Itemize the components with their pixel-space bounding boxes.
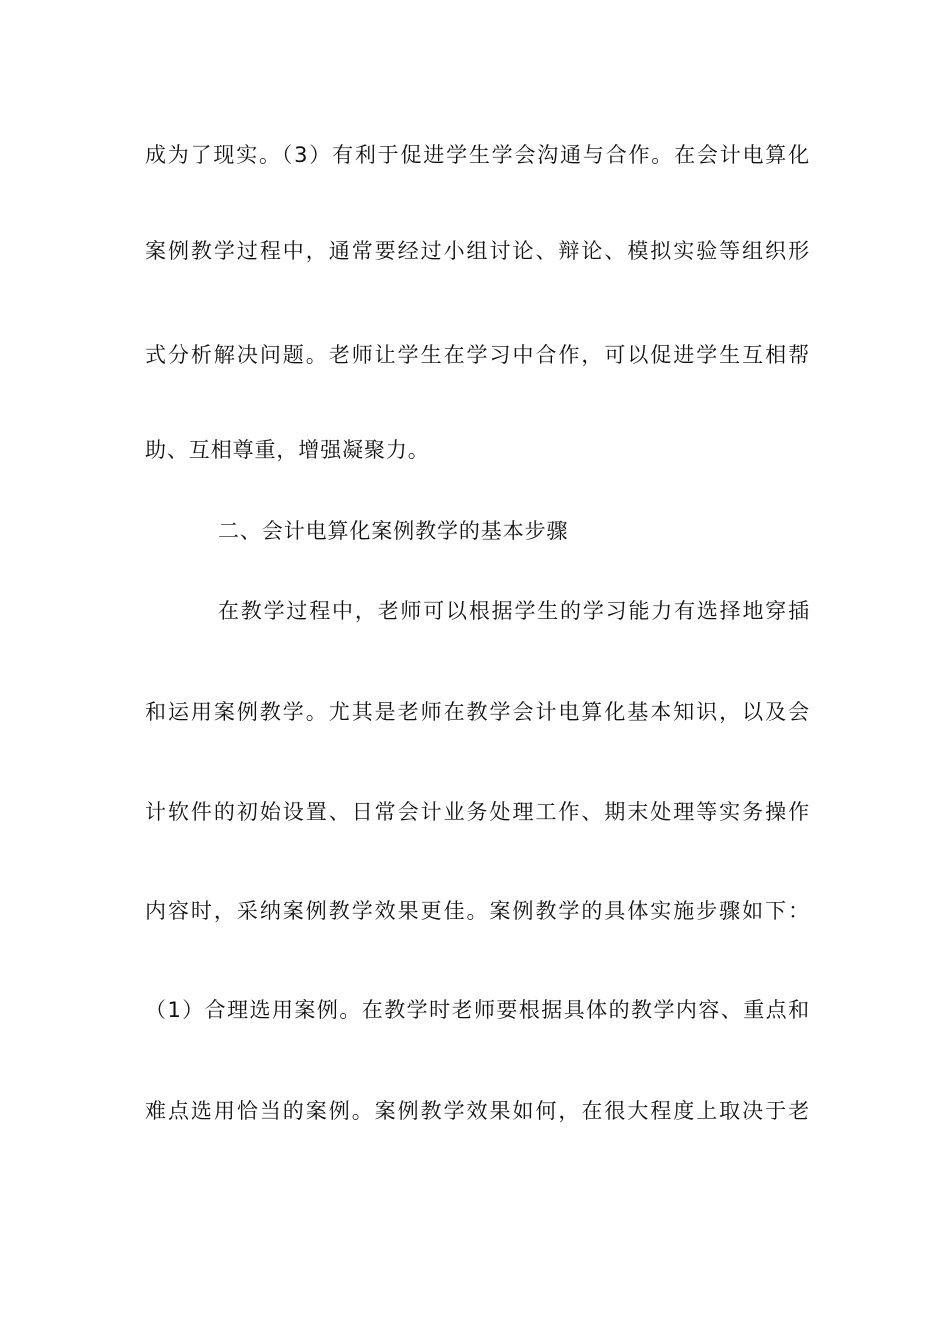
paragraph-line: 式分析解决问题。老师让学生在学习中合作，可以促进学生互相帮 xyxy=(145,343,810,367)
paragraph-line: 成为了现实。（3）有利于促进学生学会沟通与合作。在会计电算化 xyxy=(145,143,810,167)
paragraph-line: 难点选用恰当的案例。案例教学效果如何，在很大程度上取决于老 xyxy=(145,1099,810,1123)
section-heading: 二、会计电算化案例教学的基本步骤 xyxy=(218,519,569,543)
paragraph-line: 和运用案例教学。尤其是老师在教学会计电算化基本知识，以及会 xyxy=(145,700,810,724)
paragraph-line: （1）合理选用案例。在教学时老师要根据具体的教学内容、重点和 xyxy=(145,998,810,1022)
paragraph-line: 助、互相尊重，增强凝聚力。 xyxy=(145,438,430,462)
paragraph-line: 案例教学过程中，通常要经过小组讨论、辩论、模拟实验等组织形 xyxy=(145,239,810,263)
paragraph-line: 在教学过程中，老师可以根据学生的学习能力有选择地穿插 xyxy=(218,599,810,623)
paragraph-line: 计软件的初始设置、日常会计业务处理工作、期末处理等实务操作 xyxy=(145,800,810,824)
paragraph-line: 内容时，采纳案例教学效果更佳。案例教学的具体实施步骤如下： xyxy=(145,899,810,923)
